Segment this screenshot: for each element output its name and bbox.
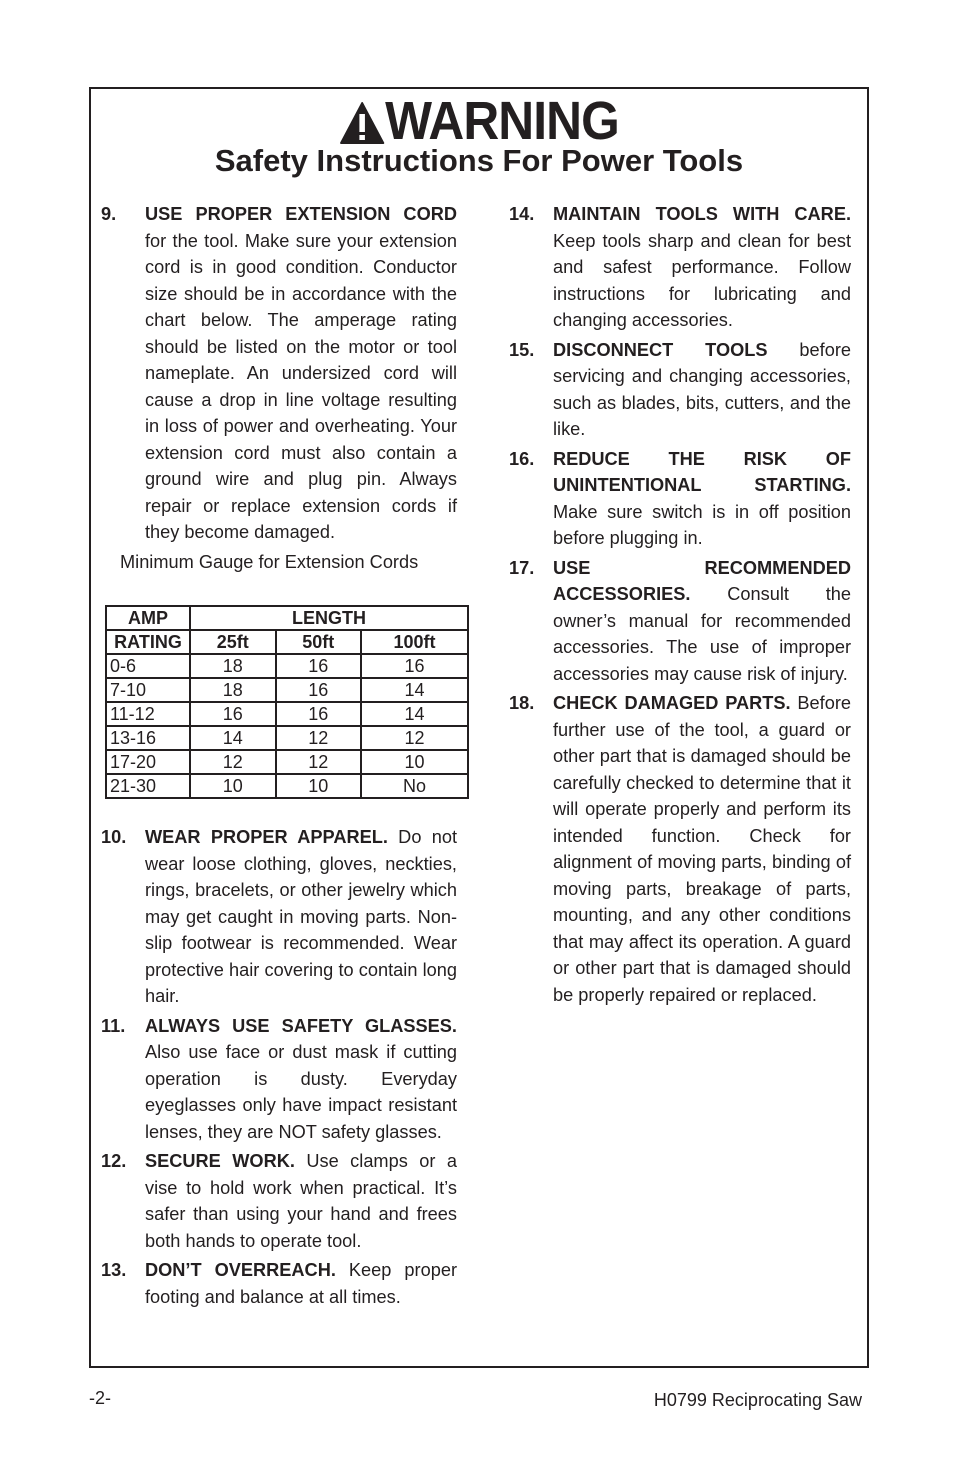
item-number: 14.	[509, 204, 535, 224]
item-heading: DISCONNECT TOOLS	[553, 339, 768, 360]
item-number: 17.	[509, 557, 535, 578]
warning-word: WARNING	[385, 91, 619, 151]
gauge-cell: No	[361, 774, 468, 798]
item-body: before servicing and changing accessories, such as blades, bits, cutters, and the like.	[553, 339, 851, 439]
safety-item	[509, 446, 851, 552]
item-text	[553, 201, 851, 334]
length-col-header: 50ft	[276, 630, 362, 654]
item-heading: CHECK DAMAGED PARTS.	[553, 693, 791, 713]
table-row	[106, 750, 468, 774]
safety-item	[101, 824, 457, 1010]
safety-item	[509, 337, 851, 443]
item-number: 9.	[101, 204, 117, 224]
item-body: Keep proper footing and balance at all times.	[145, 1260, 458, 1307]
item-number: 18.	[509, 693, 535, 713]
item-number: 16.	[509, 448, 535, 469]
table-caption: Minimum Gauge for Extension Cords	[120, 551, 419, 572]
item-body: Consult the owner’s manual for recommended accessories. The use of improper accessories may cause risk of injury.	[553, 584, 851, 684]
item-number: 13.	[101, 1260, 127, 1280]
gauge-cell: 16	[276, 702, 362, 726]
left-column	[101, 201, 457, 1313]
gauge-cell: 12	[276, 750, 362, 774]
item-text	[553, 555, 851, 688]
gauge-cell: 16	[276, 678, 362, 702]
safety-item	[101, 201, 457, 546]
item-heading: MAINTAIN TOOLS WITH CARE.	[553, 204, 851, 224]
item-heading: SECURE WORK.	[145, 1151, 295, 1171]
right-column	[509, 201, 851, 1011]
item-text	[553, 690, 851, 1008]
item-heading: WEAR PROPER APPAREL.	[145, 827, 388, 847]
amp-cell: 13-16	[106, 726, 190, 750]
item-body: for the tool. Make sure your extension cord is in good condition. Conductor size should be in accordance with the chart below. The amperage rating should be listed on the motor or tool nameplate. An undersized cord will cause a drop in line voltage resulting in loss of power and overheating. Your extension cord must also contain a ground wire and plug pin. Always repair or replace extension cords if they become damaged.	[145, 230, 457, 542]
gauge-cell: 16	[276, 654, 362, 678]
item-body: Do not wear loose clothing, gloves, neckties, rings, bracelets, or other jewelry which may get caught in moving parts. Non-slip footwear is recommended. Wear protective hair covering to contain long hair.	[145, 827, 457, 1006]
gauge-cell: 16	[361, 654, 468, 678]
amp-cell: 21-30	[106, 774, 190, 798]
item-text	[145, 1257, 457, 1310]
gauge-cell: 18	[190, 654, 276, 678]
warning-triangle-icon	[339, 101, 385, 145]
page-number: -2-	[89, 1388, 111, 1408]
item-number: 10.	[101, 827, 127, 847]
gauge-cell: 16	[190, 702, 276, 726]
item-text	[145, 824, 457, 1010]
gauge-cell: 10	[190, 774, 276, 798]
amp-cell: 17-20	[106, 750, 190, 774]
warning-box	[89, 87, 869, 1368]
safety-item	[509, 555, 851, 688]
footer-doc-title: H0799 Reciprocating Saw	[653, 1390, 862, 1410]
item-body: Before further use of the tool, a guard or other part that is damaged should be carefully checked to determine that it will operate properly and perform its intended function. Check for alignment of moving parts, binding of moving parts, breakage of parts, mounting, and any other conditions that may affect its operation. A guard or other part that is damaged should be properly repaired or replaced.	[553, 693, 851, 1005]
table-row	[106, 678, 468, 702]
gauge-cell: 14	[361, 678, 468, 702]
item-text	[553, 446, 851, 552]
gauge-cell: 12	[276, 726, 362, 750]
safety-item	[101, 1013, 457, 1146]
item-heading: USE PROPER EXTENSION CORD	[145, 204, 457, 224]
item-heading: USE RECOMMENDED ACCESSORIES.	[553, 557, 851, 604]
amp-cell: 7-10	[106, 678, 190, 702]
warning-heading	[122, 93, 836, 149]
item-body: Make sure switch is in off position before plugging in.	[553, 501, 851, 548]
amp-header: AMP	[106, 606, 190, 630]
item-body: Also use face or dust mask if cutting operation is dusty. Everyday eyeglasses only have impact resistant lenses, they are NOT safety glasses.	[145, 1042, 457, 1142]
item-body: Keep tools sharp and clean for best and safest performance. Follow instructions for lubricating and changing accessories.	[553, 230, 851, 330]
item-heading: DON’T OVERREACH.	[145, 1260, 336, 1280]
item-heading: REDUCE THE RISK OF UNINTENTIONAL STARTING.	[553, 448, 851, 495]
table-row	[106, 726, 468, 750]
gauge-cell: 12	[361, 726, 468, 750]
item-number: 15.	[509, 339, 535, 360]
table-row	[106, 702, 468, 726]
table-row	[106, 774, 468, 798]
safety-item	[509, 690, 851, 1008]
item-text	[145, 201, 457, 546]
gauge-cell: 14	[361, 702, 468, 726]
extension-cord-gauge-table	[105, 605, 469, 799]
table-row	[106, 654, 468, 678]
item-text	[145, 1148, 457, 1254]
gauge-cell: 14	[190, 726, 276, 750]
page-subtitle: Safety Instructions For Power Tools	[214, 143, 744, 178]
item-number: 11.	[101, 1015, 126, 1036]
rating-header: RATING	[106, 630, 190, 654]
item-text	[553, 337, 851, 443]
length-col-header: 25ft	[190, 630, 276, 654]
item-heading: ALWAYS USE SAFETY GLASSES.	[145, 1015, 457, 1036]
amp-cell: 0-6	[106, 654, 190, 678]
safety-item	[101, 1257, 457, 1310]
length-col-header: 100ft	[361, 630, 468, 654]
item-body: Use clamps or a vise to hold work when practical. It’s safer than using your hand and frees both hands to operate tool.	[145, 1151, 458, 1251]
safety-item	[509, 201, 851, 334]
amp-cell: 11-12	[106, 702, 190, 726]
gauge-cell: 18	[190, 678, 276, 702]
item-number: 12.	[101, 1151, 127, 1171]
safety-item	[101, 1148, 457, 1254]
item-text	[145, 1013, 457, 1146]
length-header: LENGTH	[190, 606, 468, 630]
gauge-cell: 12	[190, 750, 276, 774]
gauge-cell: 10	[276, 774, 362, 798]
gauge-cell: 10	[361, 750, 468, 774]
